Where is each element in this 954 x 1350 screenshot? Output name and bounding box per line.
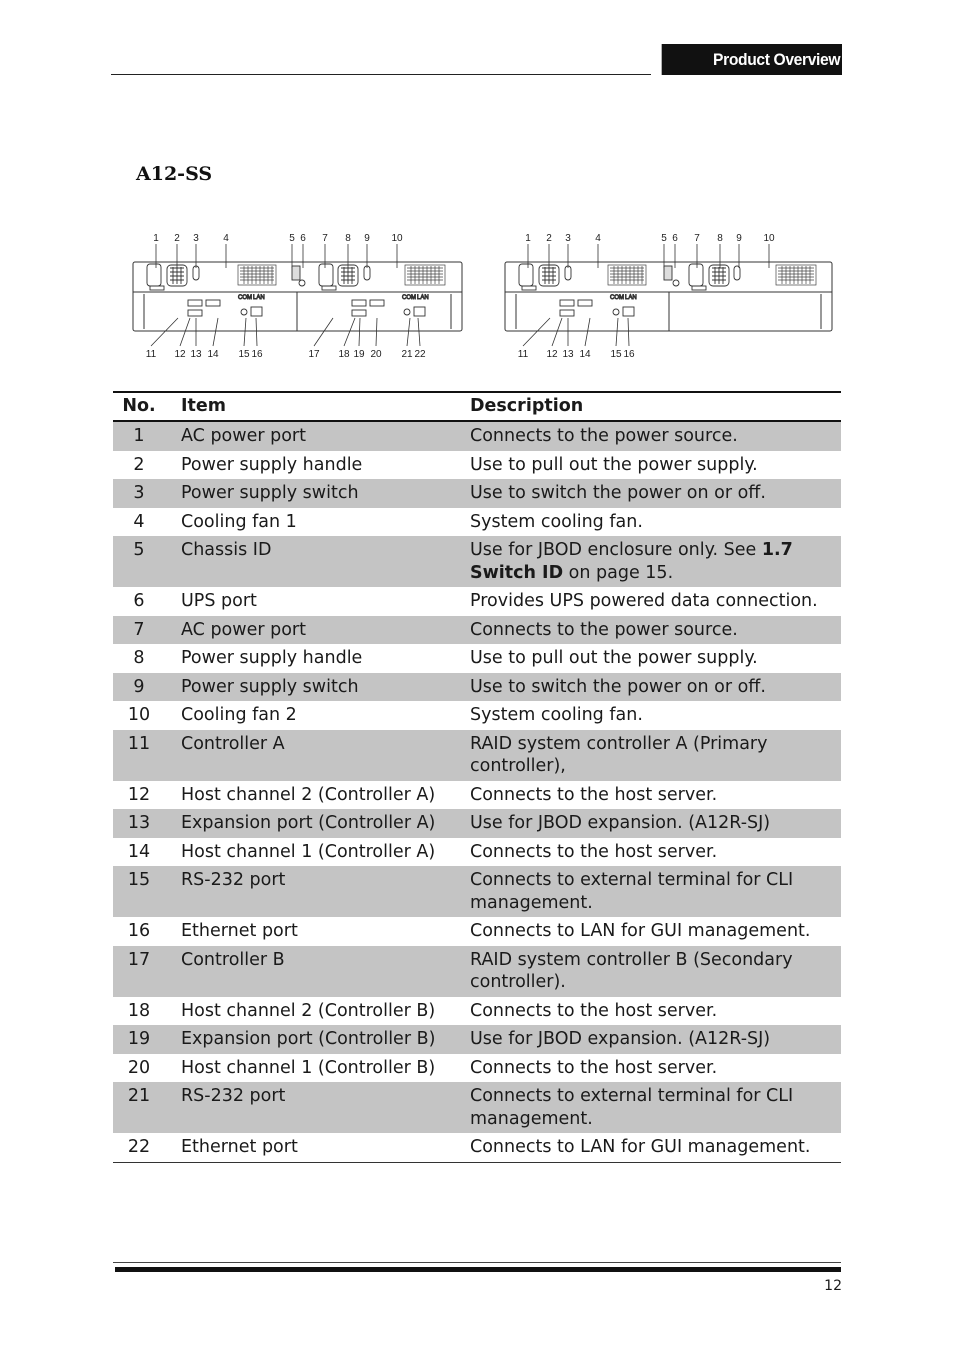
- callout-leader: [344, 318, 355, 346]
- callout-label: 3: [565, 233, 571, 244]
- callout-label: 9: [736, 233, 742, 244]
- callout-leader: [376, 318, 377, 346]
- table-row: [113, 508, 841, 537]
- row-description: Connects to the host server.: [470, 1000, 718, 1021]
- controller-b-ports: [352, 295, 429, 316]
- callout-leader: [407, 318, 410, 346]
- callout-label: 4: [223, 233, 229, 244]
- rear-panel-diagram-single: [502, 228, 842, 368]
- row-item: Power supply switch: [173, 673, 470, 702]
- row-description: Use for JBOD expansion. (A12R-SJ): [470, 1025, 841, 1054]
- row-number: 11: [113, 730, 173, 781]
- row-number: 7: [113, 616, 173, 645]
- row-item: Power supply switch: [173, 479, 470, 508]
- cross-reference: 1.7 Switch ID: [470, 540, 793, 583]
- row-item: Controller A: [173, 730, 470, 781]
- callout-label: 1: [153, 233, 159, 244]
- table-row: [113, 917, 841, 946]
- row-item: Expansion port (Controller A): [173, 809, 470, 838]
- chassis-id-ups: [292, 266, 305, 286]
- callout-leader: [523, 318, 550, 346]
- component-table: [113, 391, 841, 1163]
- row-description: System cooling fan.: [470, 705, 643, 725]
- table-row: [113, 1082, 841, 1133]
- row-description: Connects to LAN for GUI management.: [470, 921, 811, 941]
- callout-leader: [256, 318, 257, 346]
- row-item: Ethernet port: [181, 921, 298, 941]
- row-number: 17: [113, 946, 173, 997]
- callout-label: 20: [370, 349, 382, 360]
- callout-label: 6: [300, 233, 306, 244]
- description-text: on page 15.: [563, 562, 674, 583]
- section-title: A12-SS: [136, 163, 213, 185]
- callout-label: 5: [661, 233, 667, 244]
- description-text: Use for JBOD enclosure only. See: [470, 540, 762, 560]
- row-item: Cooling fan 1: [181, 511, 297, 532]
- header-rule: [111, 74, 651, 75]
- callout-label: 2: [174, 233, 180, 244]
- row-number: 14: [127, 841, 151, 862]
- row-description: Connects to external terminal for CLI management.: [470, 866, 841, 917]
- row-description: Connects to the host server.: [470, 1057, 718, 1078]
- lan-label-a: LAN: [625, 295, 637, 301]
- footer-rule-thin: [113, 1262, 841, 1263]
- table-header-row: [113, 392, 841, 421]
- table-row: [113, 587, 841, 616]
- rear-panel-single-svg: [502, 228, 842, 368]
- callout-label: 11: [145, 349, 157, 360]
- callout-label: 8: [717, 233, 723, 244]
- callout-label: 11: [517, 349, 529, 360]
- table-row: [113, 673, 841, 702]
- table-row: [113, 997, 841, 1026]
- table-row: [113, 730, 841, 781]
- row-description: Connects to the host server.: [470, 784, 718, 805]
- row-description: Connects to the power source.: [470, 616, 841, 645]
- row-number: 8: [133, 648, 145, 668]
- table-row: [113, 479, 841, 508]
- column-header-no: No.: [122, 396, 156, 417]
- row-item: AC power port: [173, 616, 470, 645]
- callout-label: 2: [546, 233, 552, 244]
- callout-leader: [616, 318, 618, 346]
- controller-a-ports: [188, 295, 265, 316]
- table-row: [113, 701, 841, 730]
- section-header-label: Product Overview: [662, 44, 842, 75]
- callout-label: 7: [322, 233, 328, 244]
- callout-label: 17: [308, 349, 320, 360]
- callout-label: 12: [546, 349, 558, 360]
- table-row: [113, 644, 841, 673]
- callout-label: 13: [190, 349, 202, 360]
- table-row: [113, 616, 841, 645]
- callout-label: 15: [238, 349, 250, 360]
- psu-1: [147, 264, 199, 290]
- com-label-a: COM: [238, 295, 252, 301]
- callout-leader: [552, 318, 562, 346]
- row-number: 21: [113, 1082, 173, 1133]
- rear-panel-diagram-dual: [130, 228, 470, 368]
- callout-leader: [418, 318, 420, 346]
- row-item: Ethernet port: [181, 1137, 298, 1157]
- callout-label: 8: [345, 233, 351, 244]
- row-number: 19: [113, 1025, 173, 1054]
- page-number: 12: [824, 1278, 842, 1294]
- rear-panel-dual-svg: [130, 228, 470, 368]
- table-row: [113, 451, 841, 480]
- cooling-fan-2: [405, 265, 445, 285]
- row-number: 2: [133, 454, 145, 475]
- cooling-fan-1: [238, 265, 276, 285]
- row-item: Host channel 1 (Controller A): [181, 841, 436, 862]
- row-description: [470, 536, 841, 587]
- callout-label: 21: [401, 349, 413, 360]
- callout-leader: [314, 318, 333, 346]
- table-row: [113, 838, 841, 867]
- column-header-item: Item: [181, 396, 226, 417]
- footer-rule-thick: [115, 1267, 841, 1272]
- callout-leader: [585, 318, 590, 346]
- row-description: RAID system controller B (Secondary controller).: [470, 946, 841, 997]
- callout-leader: [359, 318, 360, 346]
- row-description: System cooling fan.: [470, 511, 643, 532]
- row-number: 13: [113, 809, 173, 838]
- chassis-id-ups: [664, 266, 679, 286]
- com-label-a: COM: [610, 295, 624, 301]
- table-row: [113, 1054, 841, 1083]
- controller-a-ports: [560, 295, 637, 316]
- row-description: Use to switch the power on or off.: [470, 479, 841, 508]
- row-item: Chassis ID: [173, 536, 470, 587]
- table-row: [113, 809, 841, 838]
- row-item: Host channel 2 (Controller A): [181, 784, 436, 805]
- callout-leader: [244, 318, 246, 346]
- callout-leader: [213, 318, 218, 346]
- table-row: [113, 781, 841, 810]
- row-item: RS-232 port: [173, 1082, 470, 1133]
- row-item: Cooling fan 2: [181, 705, 297, 725]
- row-number: 20: [127, 1057, 151, 1078]
- callout-leader: [151, 318, 178, 346]
- table-row: [113, 1025, 841, 1054]
- callout-label: 16: [251, 349, 263, 360]
- callout-leader: [180, 318, 190, 346]
- row-item: Host channel 1 (Controller B): [181, 1057, 436, 1078]
- row-description: Use to pull out the power supply.: [470, 454, 758, 475]
- callout-leader: [628, 318, 629, 346]
- callout-label: 15: [610, 349, 622, 360]
- row-description: Connects to the host server.: [470, 841, 718, 862]
- row-item: Host channel 2 (Controller B): [181, 1000, 436, 1021]
- row-description: Use for JBOD expansion. (A12R-SJ): [470, 809, 841, 838]
- row-description: Connects to external terminal for CLI management.: [470, 1082, 841, 1133]
- com-label-b: COM: [402, 295, 416, 301]
- row-number: 10: [127, 705, 151, 725]
- row-number: 22: [127, 1137, 151, 1157]
- row-number: 1: [113, 421, 173, 451]
- cooling-fan-1: [608, 265, 646, 285]
- row-number: 5: [113, 536, 173, 587]
- callout-label: 22: [414, 349, 426, 360]
- row-number: 15: [113, 866, 173, 917]
- row-item: UPS port: [181, 591, 257, 611]
- row-item: RS-232 port: [173, 866, 470, 917]
- column-header-description: Description: [470, 396, 584, 417]
- callout-label: 10: [763, 233, 775, 244]
- row-number: 9: [113, 673, 173, 702]
- row-description: Use to pull out the power supply.: [470, 648, 758, 668]
- row-number: 4: [133, 511, 145, 532]
- lan-label-a: LAN: [253, 295, 265, 301]
- table-row: [113, 866, 841, 917]
- psu-1: [519, 264, 571, 290]
- callout-label: 3: [193, 233, 199, 244]
- callout-label: 13: [562, 349, 574, 360]
- row-description: Connects to the power source.: [470, 421, 841, 451]
- row-number: 3: [113, 479, 173, 508]
- cooling-fan-2: [776, 265, 816, 285]
- lan-label-b: LAN: [417, 295, 429, 301]
- row-item: Controller B: [173, 946, 470, 997]
- callout-label: 1: [525, 233, 531, 244]
- callout-label: 7: [694, 233, 700, 244]
- table-row: [113, 1133, 841, 1162]
- callout-label: 14: [207, 349, 219, 360]
- callout-label: 19: [353, 349, 365, 360]
- callout-label: 5: [289, 233, 295, 244]
- callout-label: 9: [364, 233, 370, 244]
- table-row: [113, 421, 841, 451]
- callout-label: 10: [391, 233, 403, 244]
- row-item: Power supply handle: [181, 454, 363, 475]
- row-description: Use to switch the power on or off.: [470, 673, 841, 702]
- row-number: 18: [127, 1000, 151, 1021]
- callout-label: 12: [174, 349, 186, 360]
- callout-label: 4: [595, 233, 601, 244]
- row-item: AC power port: [173, 421, 470, 451]
- callout-label: 18: [338, 349, 350, 360]
- row-item: Power supply handle: [181, 648, 363, 668]
- table-row: [113, 946, 841, 997]
- callout-label: 16: [623, 349, 635, 360]
- psu-2: [319, 264, 370, 290]
- row-item: Expansion port (Controller B): [173, 1025, 470, 1054]
- row-description: Connects to LAN for GUI management.: [470, 1137, 811, 1157]
- row-number: 12: [127, 784, 151, 805]
- row-number: 6: [133, 591, 145, 611]
- table-row: [113, 536, 841, 587]
- callout-label: 14: [579, 349, 591, 360]
- row-description: Provides UPS powered data connection.: [470, 591, 818, 611]
- row-description: RAID system controller A (Primary controller),: [470, 730, 841, 781]
- callout-label: 6: [672, 233, 678, 244]
- row-number: 16: [127, 921, 151, 941]
